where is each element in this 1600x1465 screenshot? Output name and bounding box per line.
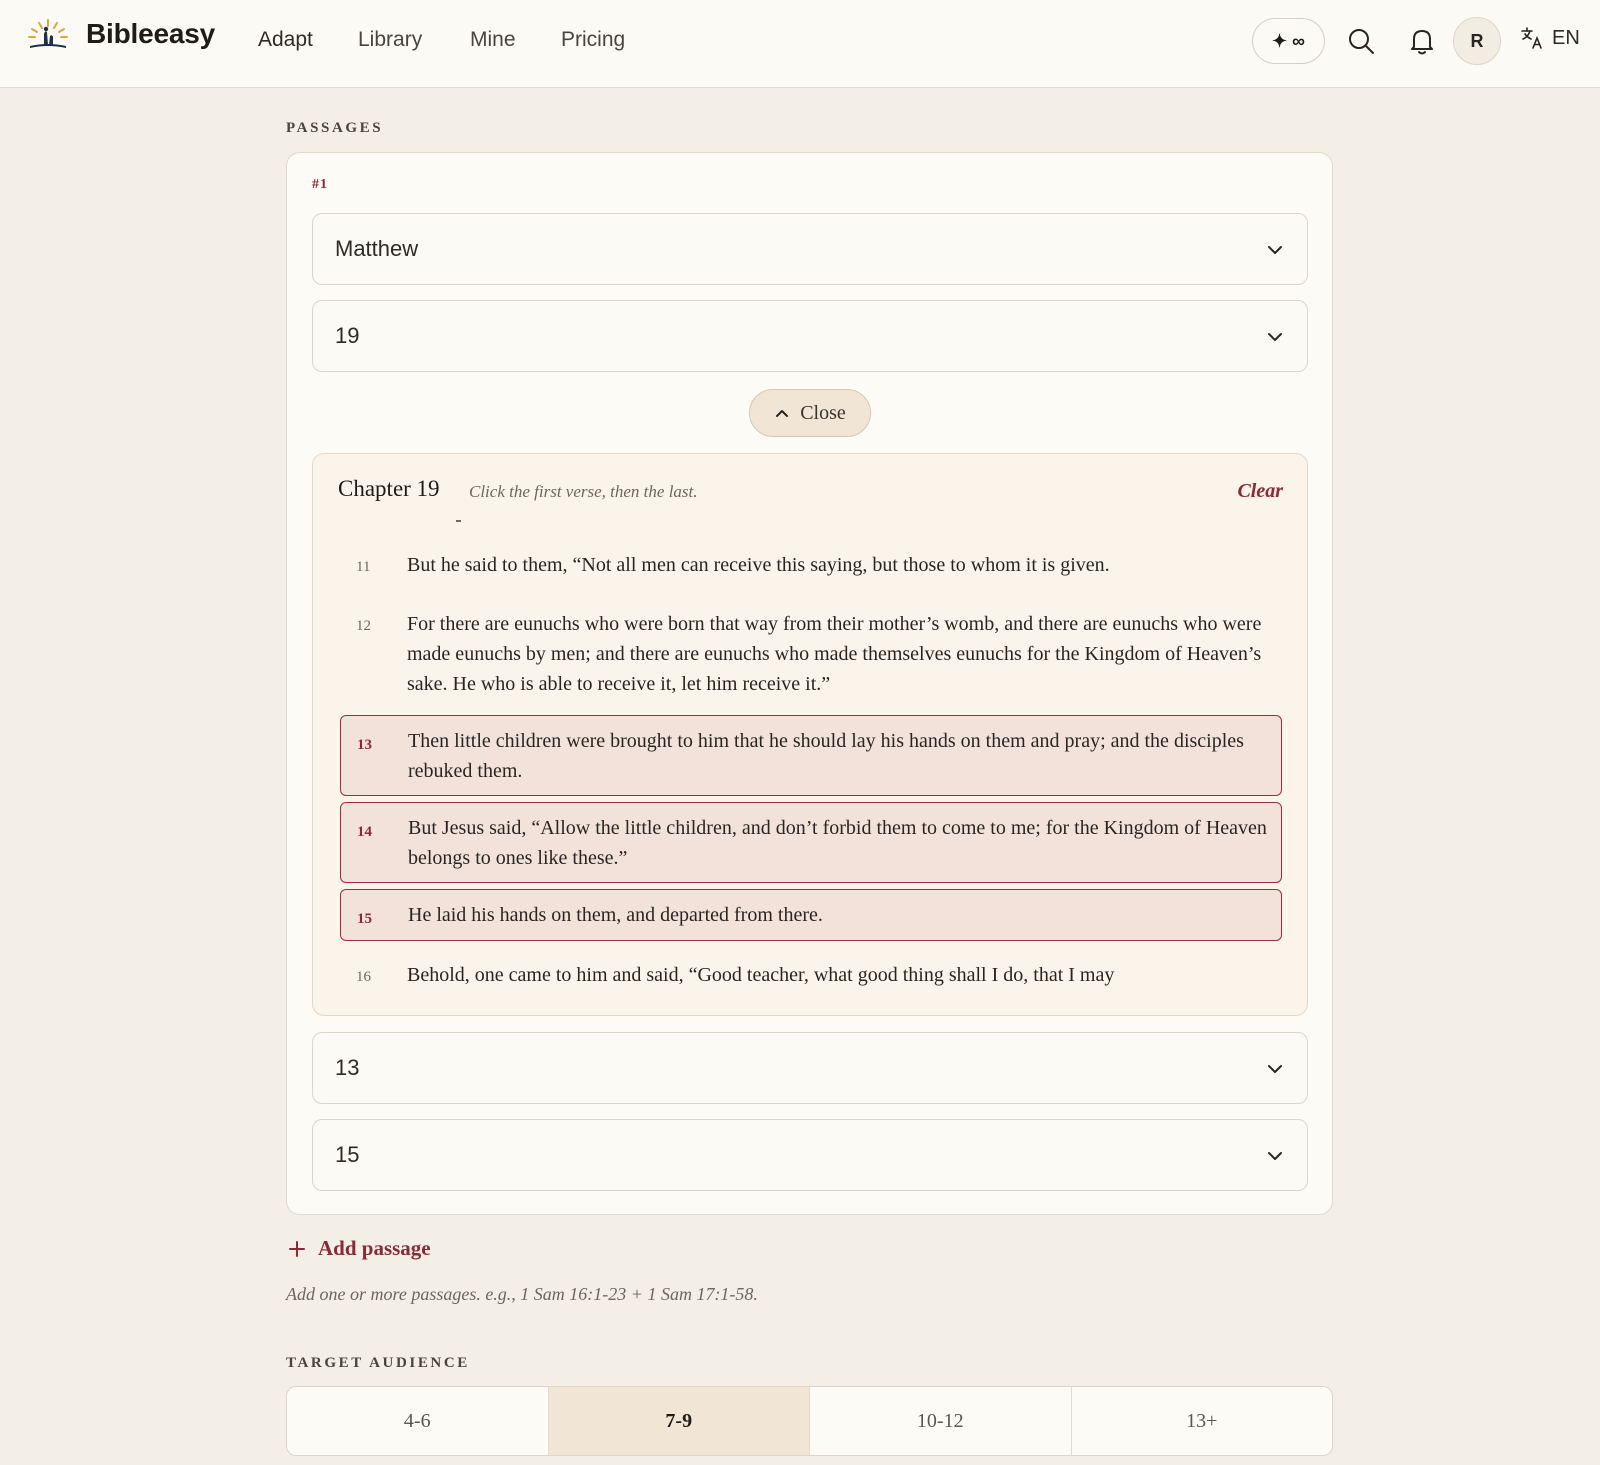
nav-link-mine[interactable]: Mine	[470, 28, 516, 51]
search-button[interactable]	[1344, 24, 1378, 58]
language-code: EN	[1552, 26, 1580, 49]
end-verse-select[interactable]	[312, 1119, 1308, 1191]
audience-option-7-9[interactable]: 7-9	[549, 1387, 811, 1455]
picker-hint: Click the first verse, then the last.	[469, 482, 698, 501]
passage-helper-text: Add one or more passages. e.g., 1 Sam 16:1-23 + 1 Sam 17:1-58.	[286, 1284, 758, 1304]
verse-number: 15	[357, 911, 372, 927]
verse-text: He laid his hands on them, and departed from there.	[408, 904, 823, 926]
nav-link-adapt[interactable]: Adapt	[258, 28, 313, 51]
verse-row-14[interactable]	[340, 802, 1282, 883]
audience-option-10-12[interactable]: 10-12	[810, 1387, 1072, 1455]
notifications-button[interactable]	[1405, 24, 1439, 58]
search-icon	[1347, 27, 1375, 55]
verse-number: 11	[356, 559, 371, 575]
verse-text: But he said to them, “Not all men can receive this saying, but those to whom it is given.	[407, 554, 1110, 576]
picker-chapter-title: Chapter 19	[338, 476, 440, 501]
brand-name[interactable]: Bibleeasy	[86, 18, 215, 49]
end-verse-value: 15	[335, 1142, 360, 1167]
verse-row-15[interactable]	[340, 889, 1282, 941]
chapter-select[interactable]	[312, 300, 1308, 372]
nav-link-library[interactable]: Library	[358, 28, 423, 51]
passage-number: #1	[312, 177, 328, 192]
top-navigation-bar	[0, 0, 1600, 88]
verse-text: Then little children were brought to him that he should lay his hands on them and pray; and the disciples rebuked them.	[408, 730, 1244, 782]
translate-icon	[1520, 26, 1544, 50]
chevron-up-icon	[774, 405, 790, 421]
verse-text: For there are eunuchs who were born that way from their mother’s womb, and there are eunuchs who were made eunuchs by men; and there are eunuchs who made themselves eunuchs for the Kingdom of Heaven’s sake. He who is able to receive it, let him receive it.”	[407, 613, 1262, 695]
user-avatar[interactable]	[1453, 17, 1501, 65]
chevron-down-icon	[1265, 1146, 1285, 1166]
verse-row-16[interactable]	[340, 960, 1282, 994]
book-select[interactable]	[312, 213, 1308, 285]
scroll-tick-mark	[456, 520, 461, 522]
verse-number: 14	[357, 824, 372, 840]
chevron-down-icon	[1265, 1059, 1285, 1079]
book-select-value: Matthew	[335, 236, 419, 261]
verse-row-11[interactable]	[340, 550, 1282, 584]
language-switcher[interactable]	[1520, 26, 1580, 50]
clear-selection-button[interactable]: Clear	[1237, 480, 1283, 502]
audience-segmented-control	[286, 1386, 1333, 1456]
verse-text: But Jesus said, “Allow the little children, and don’t forbid them to come to me; for the Kingdom of Heaven belongs to ones like these.”	[408, 817, 1267, 869]
audience-option-13-plus[interactable]: 13+	[1186, 1409, 1218, 1432]
add-passage-button[interactable]	[288, 1236, 431, 1261]
verse-row-13[interactable]	[340, 715, 1282, 796]
verse-picker	[312, 453, 1308, 1016]
verse-text: Behold, one came to him and said, “Good teacher, what good thing shall I do, that I may	[407, 964, 1115, 986]
passage-card	[286, 152, 1333, 1215]
close-label: Close	[800, 401, 846, 424]
start-verse-value: 13	[335, 1055, 360, 1080]
verse-number: 13	[357, 737, 372, 753]
bell-icon	[1409, 27, 1435, 55]
verse-number: 16	[356, 969, 371, 985]
credits-badge-text: ✦ ∞	[1272, 30, 1305, 51]
audience-section-label: TARGET AUDIENCE	[286, 1355, 470, 1371]
chevron-down-icon	[1265, 240, 1285, 260]
credits-badge[interactable]	[1252, 18, 1325, 64]
close-picker-button[interactable]	[749, 389, 871, 437]
plus-icon	[288, 1240, 306, 1258]
avatar-initial: R	[1470, 30, 1484, 51]
verse-row-12[interactable]	[340, 609, 1282, 701]
start-verse-select[interactable]	[312, 1032, 1308, 1104]
chapter-select-value: 19	[335, 323, 360, 348]
bibleeasy-logo-icon[interactable]	[26, 18, 70, 52]
verse-number: 12	[356, 618, 371, 634]
add-passage-label: Add passage	[318, 1236, 431, 1260]
audience-option-4-6[interactable]: 4-6	[287, 1387, 549, 1455]
passages-section-label: PASSAGES	[286, 120, 384, 136]
nav-link-pricing[interactable]: Pricing	[561, 28, 626, 51]
chevron-down-icon	[1265, 327, 1285, 347]
